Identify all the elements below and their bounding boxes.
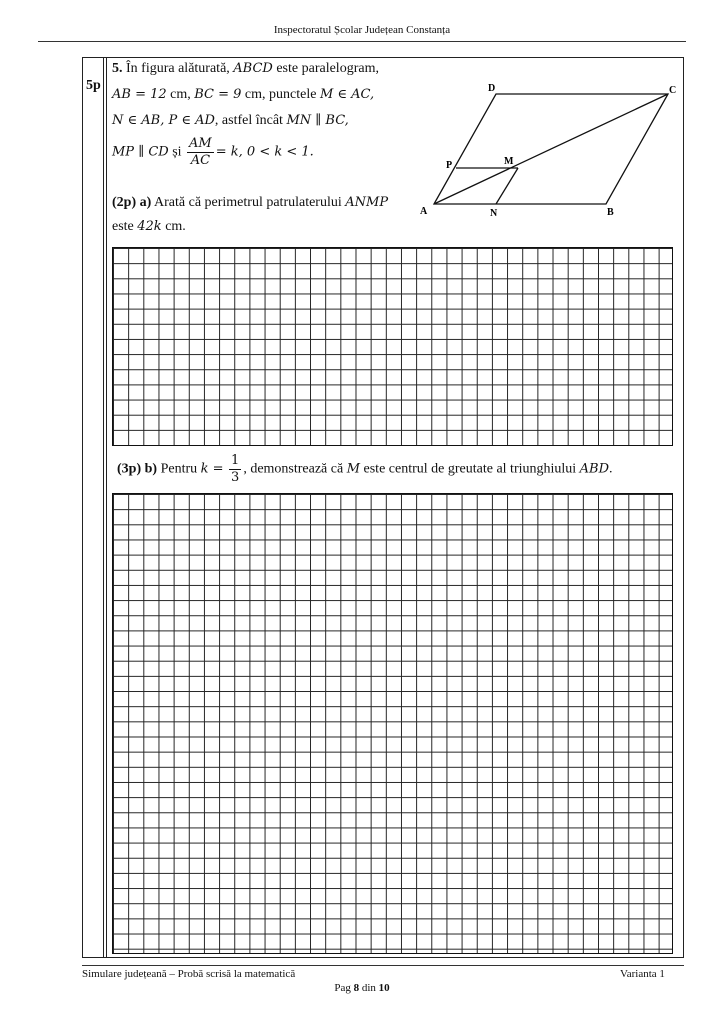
fraction-numerator: AM — [189, 136, 212, 151]
problem-line-1 — [112, 56, 379, 82]
diagonal-ac — [434, 94, 668, 204]
text: și — [168, 144, 186, 160]
problem-points: 5p — [86, 78, 101, 93]
label-d: D — [488, 83, 496, 94]
page-number — [0, 982, 724, 994]
math-abd: ABD — [579, 461, 610, 477]
page-header: Inspectoratul Școlar Județean Constanța — [273, 24, 451, 36]
label-n: N — [490, 208, 498, 219]
math-k-eq: k = — [200, 461, 224, 477]
fraction-denominator: AC — [190, 153, 211, 168]
footer-divider — [82, 965, 684, 966]
text: cm. — [161, 219, 186, 234]
text: În figura alăturată, — [126, 61, 234, 76]
parallelogram-figure — [400, 74, 690, 224]
label-p: P — [446, 160, 453, 171]
problem-line-2 — [112, 82, 374, 108]
text: Arată că perimetrul patrulaterului — [151, 195, 346, 210]
part-a-points: (2p) a) — [112, 195, 152, 210]
fraction-one-third — [229, 453, 241, 486]
text: este paralelogram, — [272, 61, 379, 76]
text: Pag — [334, 982, 354, 994]
column-divider-inner — [106, 57, 107, 958]
math-k-range: = k, 0 < k < 1. — [215, 144, 314, 160]
text: cm, — [166, 87, 195, 102]
page-total: 10 — [378, 982, 390, 994]
part-b-points: (3p) b) — [117, 461, 158, 477]
text: este centrul de greutate al triunghiului — [360, 461, 580, 477]
problem-number: 5. — [112, 61, 123, 76]
text: din — [359, 982, 379, 994]
fraction-numerator: 1 — [231, 453, 240, 468]
text: , demonstrează că — [243, 461, 347, 477]
page-current: 8 — [353, 982, 360, 994]
footer-left: Simulare județeană – Probă scrisă la matematică — [82, 968, 296, 980]
math-ab: AB = 12 — [112, 87, 167, 102]
math-anmp: ANMP — [345, 195, 389, 210]
answer-grid-b[interactable] — [112, 493, 673, 954]
text: . — [609, 461, 613, 477]
label-b: B — [607, 207, 614, 218]
part-a-line-2 — [112, 214, 186, 240]
problem-line-3 — [112, 108, 349, 134]
math-bc: BC = 9 — [194, 87, 242, 102]
text: este — [112, 219, 138, 234]
text: cm, punctele — [241, 87, 320, 102]
part-a-line-1 — [112, 190, 388, 216]
fraction-am-ac — [187, 136, 214, 169]
problem-line-4 — [112, 136, 314, 169]
math-n-p: N ∈ AB, P ∈ AD — [112, 113, 215, 128]
part-b-line — [117, 453, 613, 486]
text: , astfel încât — [214, 113, 287, 128]
math-m-in-ac: M ∈ AC, — [319, 87, 375, 102]
math-42k: 42k — [137, 219, 162, 234]
math-mn-bc: MN ∥ BC, — [286, 113, 349, 128]
fraction-denominator: 3 — [231, 470, 240, 485]
text: Pentru — [157, 461, 201, 477]
label-c: C — [669, 85, 677, 96]
math-abcd: ABCD — [233, 61, 273, 76]
answer-grid-a[interactable] — [112, 247, 673, 446]
math-m: M — [346, 461, 361, 477]
label-a: A — [420, 206, 428, 217]
footer-right: Varianta 1 — [620, 968, 665, 980]
header-divider — [38, 41, 686, 42]
math-mp-cd: MP ∥ CD — [112, 144, 169, 160]
label-m: M — [504, 156, 514, 167]
column-divider — [103, 57, 104, 958]
